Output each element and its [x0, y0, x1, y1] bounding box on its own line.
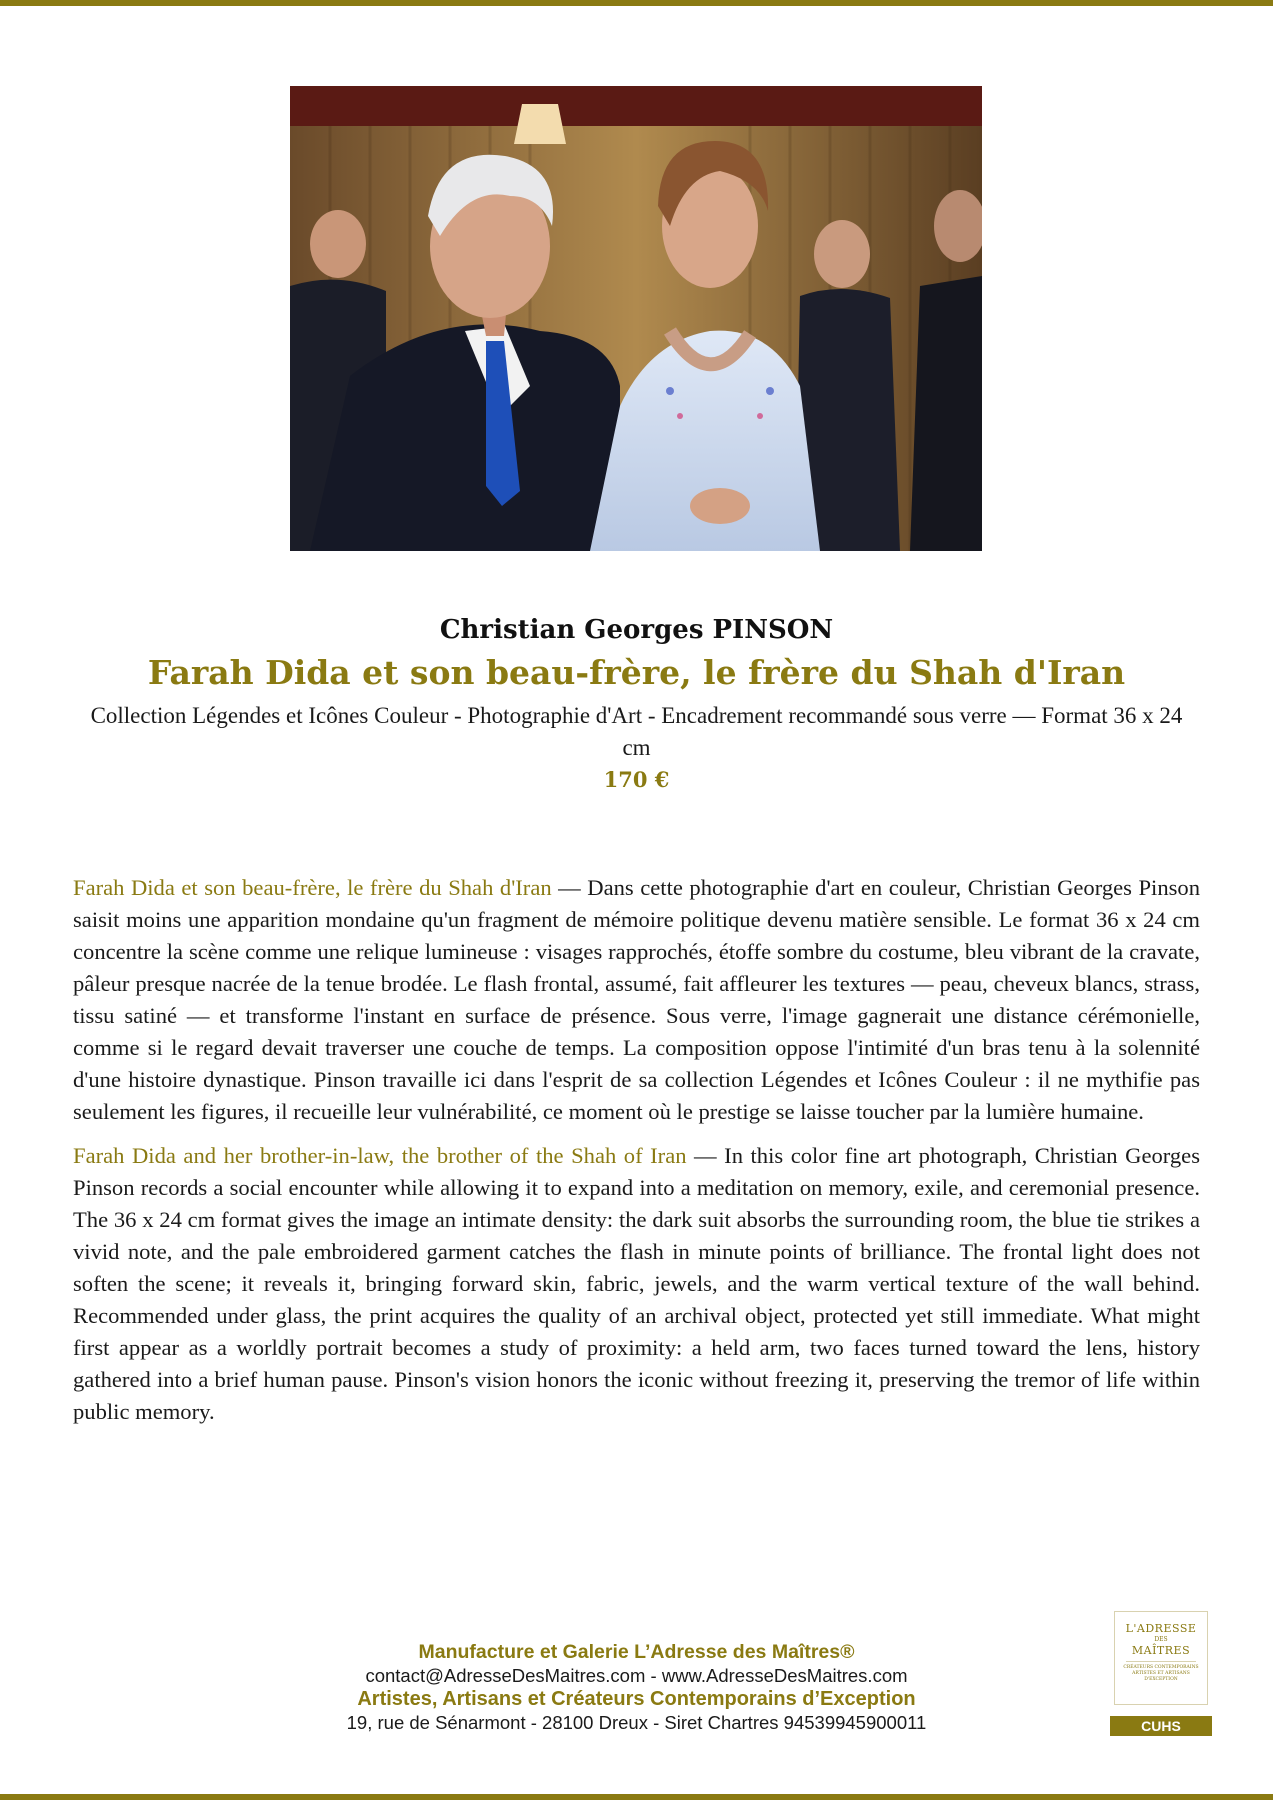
- logo-line-4: CRÉATEURS CONTEMPORAINS ARTISTES ET ARTISANS D'EXCEPTION: [1123, 1665, 1199, 1682]
- artwork-price: 170 €: [603, 767, 670, 792]
- cuhs-badge: CUHS: [1110, 1716, 1212, 1736]
- description-text-en: — In this color fine art photograph, Christian Georges Pinson records a social encounter while allowing it to expand into a meditation on memory, exile, and ceremonial presence. The 36 x 24 cm format gives the image an intimate density: the dark suit absorbs the surrounding room, the blue tie strikes a vivid note, and the pale embroidered garment catches the flash in minute points of brilliance. The frontal light does not soften the scene; it reveals it, bringing forward skin, fabric, jewels, and the warm vertical texture of the wall behind. Recommended under glass, the print acquires the quality of an archival object, protected yet still immediate. What might first appear as a worldly portrait becomes a study of proximity: a held arm, two faces turned toward the lens, history gathered into a brief human pause. Pinson's vision honors the iconic without freezing it, preserving the tremor of life within public memory.: [73, 1143, 1200, 1424]
- logo-divider: [1126, 1661, 1196, 1662]
- bottom-accent-bar: [0, 1794, 1273, 1800]
- description-paragraph-fr: [73, 872, 1200, 1128]
- footer-address: 19, rue de Sénarmont - 28100 Dreux - Siret Chartres 94539945900011: [346, 1712, 927, 1733]
- footer-contact: contact@AdresseDesMaitres.com - www.AdresseDesMaitres.com: [365, 1665, 908, 1686]
- artist-name: Christian Georges PINSON: [439, 615, 834, 645]
- footer: [280, 1640, 993, 1734]
- gallery-logo: [1114, 1611, 1208, 1705]
- artwork-title: Farah Dida et son beau-frère, le frère du Shah d'Iran: [147, 653, 1126, 692]
- artwork-photo: [290, 86, 982, 551]
- description-text-fr: — Dans cette photographie d'art en couleur, Christian Georges Pinson saisit moins une apparition mondaine qu'un fragment de mémoire politique devenu matière sensible. Le format 36 x 24 cm concentre la scène comme une relique lumineuse : visages rapprochés, étoffe sombre du costume, bleu vibrant de la cravate, pâleur presque nacrée de la tenue brodée. Le flash frontal, assumé, fait affleurer les textures — peau, cheveux blancs, strass, tissu satiné — et transforme l'instant en surface de présence. Sous verre, l'image gagnerait une distance cérémonielle, comme si le regard devait traverser une couche de temps. La composition oppose l'intimité d'un bras tenu à la solennité d'une histoire dynastique. Pinson travaille ici dans l'esprit de sa collection Légendes et Icônes Couleur : il ne mythifie pas seulement les figures, il recueille leur vulnérabilité, ce moment où le prestige se laisse toucher par la lumière humaine.: [73, 875, 1201, 1124]
- artwork-subtitle: Collection Légendes et Icônes Couleur - Photographie d'Art - Encadrement recommandé sous verre — Format 36 x 24 cm: [90, 703, 1183, 760]
- description-lead-en: Farah Dida and her brother-in-law, the brother of the Shah of Iran: [73, 1143, 687, 1168]
- description: [73, 872, 1200, 1440]
- logo-line-3: MAÎTRES: [1131, 1644, 1191, 1657]
- logo-line-2: DES: [1154, 1636, 1168, 1643]
- logo-line-1: L'ADRESSE: [1125, 1622, 1197, 1635]
- artwork-header: [60, 612, 1213, 796]
- photograph-image: [290, 86, 982, 551]
- footer-gallery-name: Manufacture et Galerie L’Adresse des Maîtres®: [418, 1641, 855, 1663]
- footer-tagline: Artistes, Artisans et Créateurs Contemporains d’Exception: [357, 1688, 916, 1710]
- top-accent-bar: [0, 0, 1273, 6]
- description-lead-fr: Farah Dida et son beau-frère, le frère du Shah d'Iran: [73, 875, 552, 900]
- description-paragraph-en: [73, 1140, 1200, 1428]
